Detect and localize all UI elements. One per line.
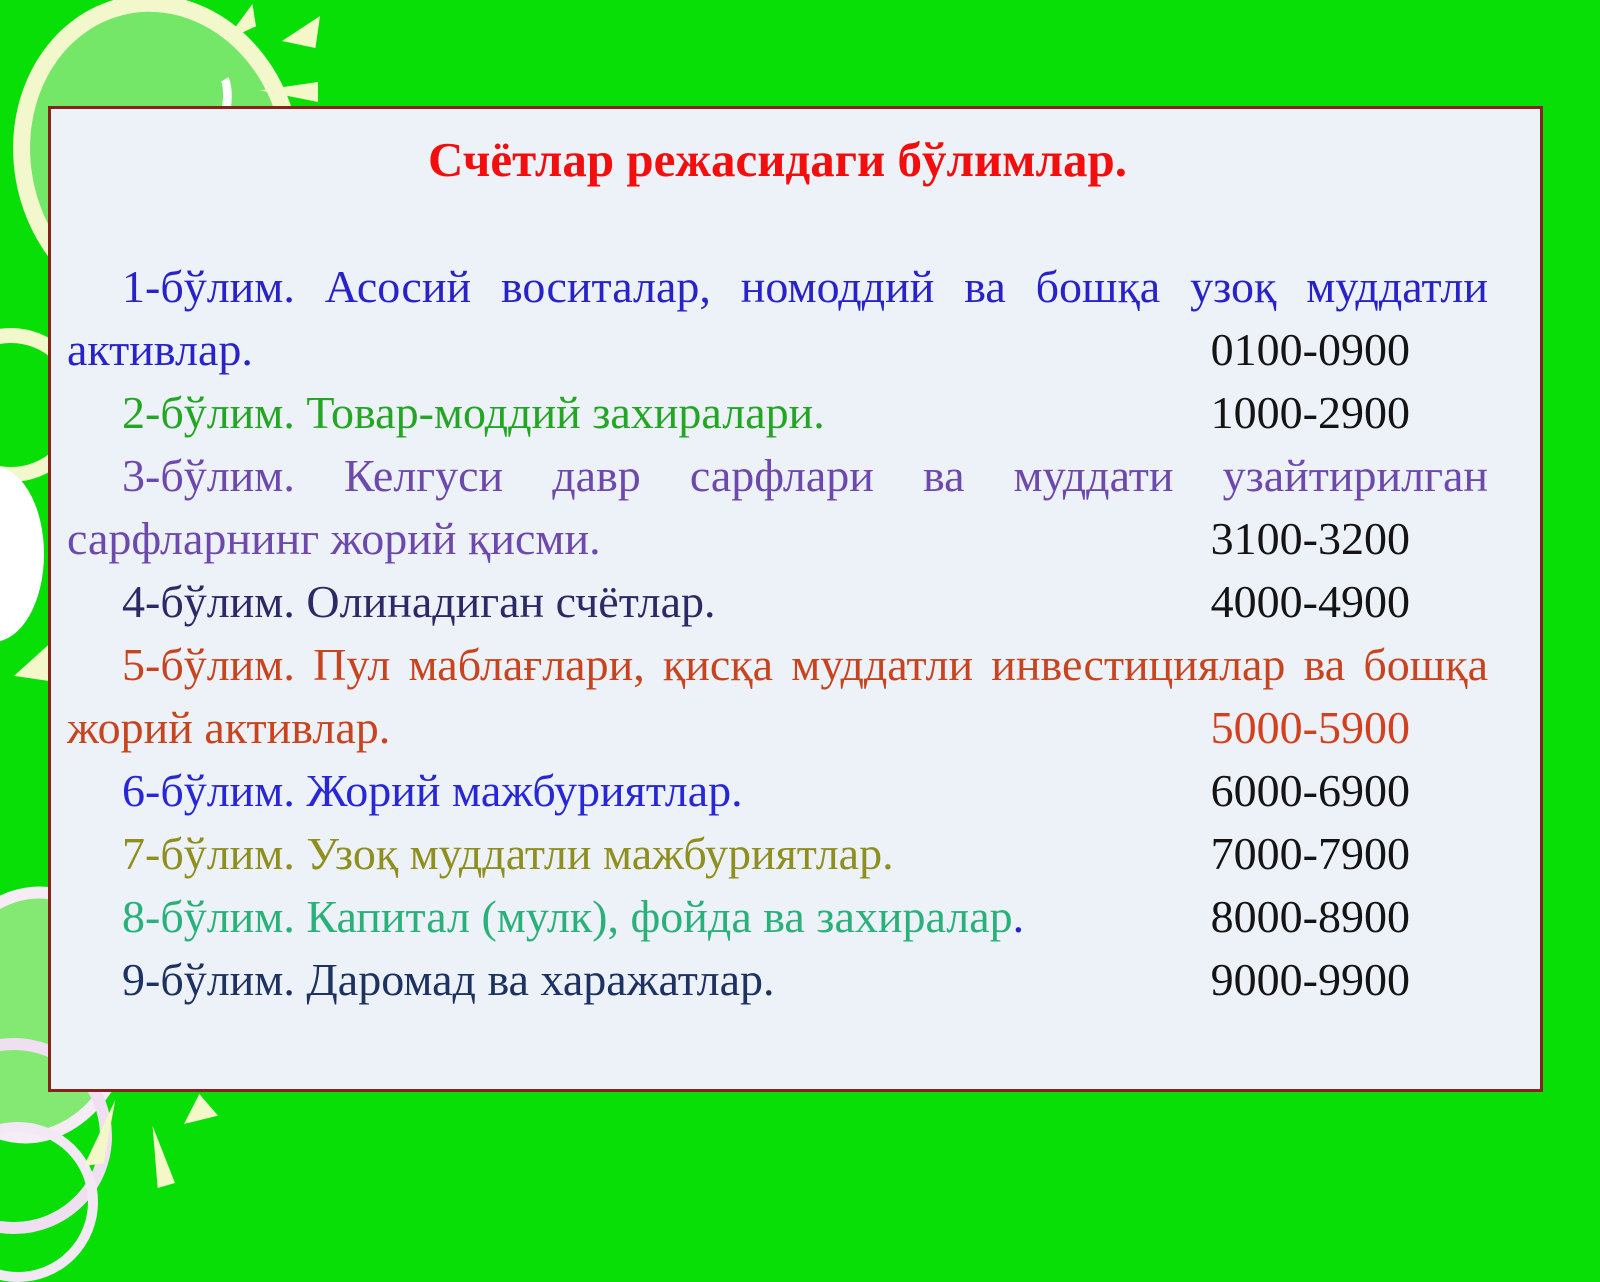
section-text: 6-бўлим. Жорий мажбуриятлар. [122,765,743,816]
slide-panel [48,106,1543,1092]
section-text: 1-бўлим. Асосий воситалар, номоддий ва бошқа узоқ муддатли активлар. [67,261,1488,375]
account-range: 4000-4900 [1210,576,1410,627]
account-range: 7000-7900 [1210,828,1410,879]
account-range: 9000-9900 [1210,954,1410,1005]
plan-section-item [67,885,1488,948]
plan-section-item [67,759,1488,822]
section-text: 5-бўлим. Пул маблағлари, қисқа муддатли инвестициялар ва бошқа жорий активлар. [67,639,1488,753]
section-text: 3-бўлим. Келгуси давр сарфлари ва муддати узайтирилган сарфларнинг жорий қисми. [67,450,1488,564]
plan-section-item [67,633,1488,759]
balloon-decoration-left [0,466,44,642]
section-text: 8-бўлим. Капитал (мулк), фойда ва захиралар [122,891,1013,942]
plan-section-item [67,948,1488,1011]
account-range: 8000-8900 [1210,891,1410,942]
sparkle-icon [184,1094,218,1124]
account-range: 0100-0900 [1210,324,1410,375]
sparkle-icon [147,1126,175,1188]
section-text: 7-бўлим. Узоқ муддатли мажбуриятлар. [122,828,894,879]
account-range: 3100-3200 [1210,513,1410,564]
plan-section-item [67,255,1488,381]
section-text: 9-бўлим. Даромад ва харажатлар. [122,954,775,1005]
plan-section-item [67,444,1488,570]
section-text-suffix: . [1012,891,1025,942]
section-text: 2-бўлим. Товар-моддий захиралари. [122,387,825,438]
plan-section-item [67,822,1488,885]
account-range: 1000-2900 [1210,387,1410,438]
sparkle-icon [282,16,320,48]
slide-title: Счётлар режасидаги бўлимлар. [427,132,1128,187]
plan-section-item [67,381,1488,444]
account-range: 6000-6900 [1210,765,1410,816]
plan-section-item [67,570,1488,633]
sections-list [67,255,1488,1011]
account-range: 5000-5900 [1210,702,1410,753]
section-text: 4-бўлим. Олинадиган счётлар. [122,576,716,627]
